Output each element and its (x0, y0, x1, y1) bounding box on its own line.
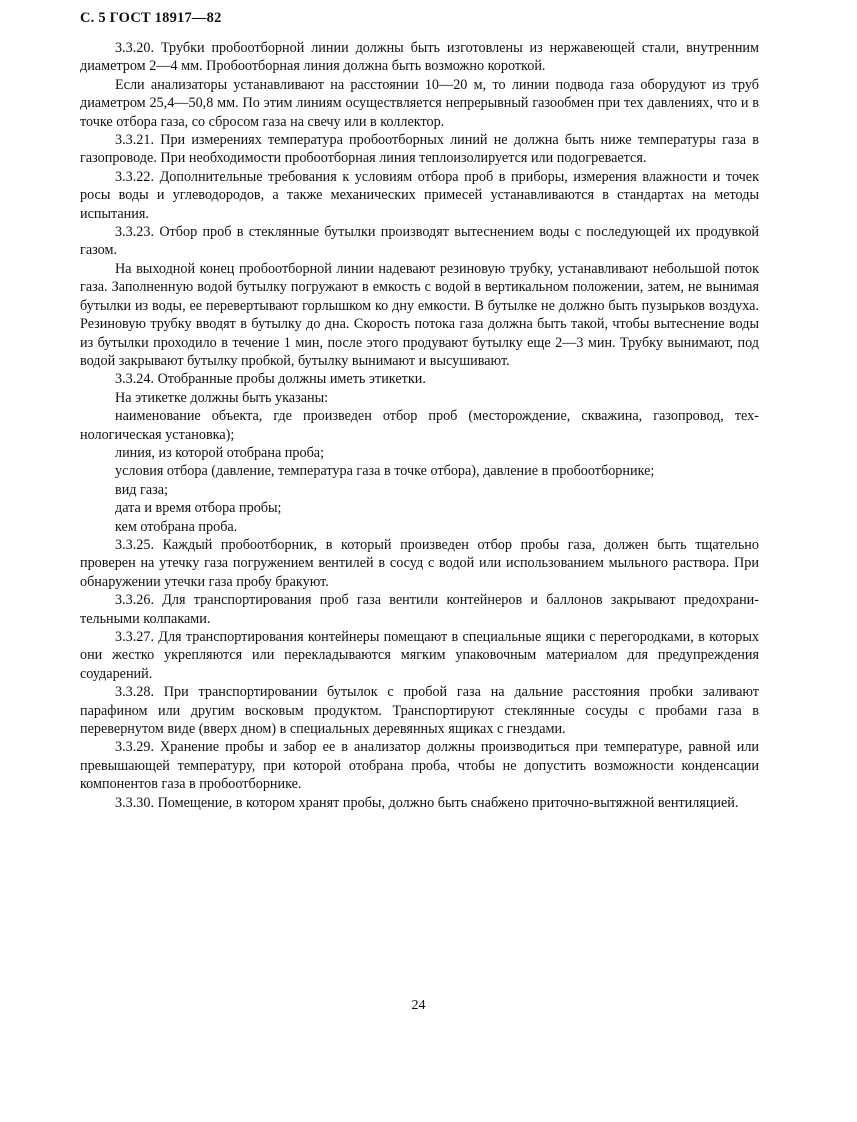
label-item-datetime: дата и время отбора пробы; (115, 500, 282, 517)
label-item-gas-type: вид газа; (115, 481, 169, 498)
paragraph-3-3-20: 3.3.20. Трубки пробоотборной линии должны быть изготовлены из нержавеющей стали, внутренним диаметром 2—4 мм. Пробоотборная линия должна быть возможно короткой. (80, 40, 759, 75)
paragraph-3-3-24: 3.3.24. Отобранные пробы должны иметь этикетки. (115, 371, 426, 388)
document-body (80, 39, 759, 812)
paragraph-3-3-30: 3.3.30. Помещение, в котором хранят пробы, должно быть снабжено приточно-вытяжной вентиляцией. (115, 794, 739, 811)
paragraph-3-3-23: 3.3.23. Отбор проб в стеклянные бутылки производят вытеснением воды с последующей их продувкой газом. (80, 224, 759, 259)
paragraph-3-3-27: 3.3.27. Для транспортирования контейнеры помещают в специальные ящики с перегородками, в которых они жестко укрепляются или перекладываются мягким упаковочным материалом для предупреждения соударений. (80, 629, 759, 682)
paragraph-3-3-21: 3.3.21. При измерениях температура пробоотборных линий не должна быть ниже температуры газа в газопроводе. При необходимости пробоотборная линия теплоизолируется или подогревается. (80, 132, 759, 167)
paragraph-3-3-26: 3.3.26. Для транспортирования проб газа вентили контейнеров и баллонов закрывают предохранительными колпаками. (80, 592, 759, 627)
paragraph-3-3-25: 3.3.25. Каждый пробоотборник, в который произведен отбор пробы газа, должен быть тщательно проверен на утечку газа погружением вентилей в сосуд с водой или использованием мыльного раствора. При обнаружении утечки газа пробу бракуют. (80, 536, 759, 590)
label-item-line: линия, из которой отобрана проба; (115, 444, 325, 461)
label-item-object: наименование объекта, где произведен отбор проб (месторождение, скважина, газопровод, технологическая установка); (80, 408, 759, 443)
label-item-sampler: кем отобрана проба. (115, 518, 238, 535)
page-header: С. 5 ГОСТ 18917—82 (80, 10, 222, 26)
paragraph-analyzers-distance: Если анализаторы устанавливают на расстоянии 10—20 м, то линии подвода газа оборудуют из труб диаметром 25,4—50,8 мм. По этим линиям осуществляется непрерывный газообмен при тех давлениях, что и в точке отбора газа, со сбросом газа на свечу или в коллектор. (80, 76, 759, 130)
paragraph-label-intro: На этикетке должны быть указаны: (115, 389, 329, 406)
paragraph-3-3-28: 3.3.28. При транспортировании бутылок с пробой газа на дальние расстояния пробки заливают парафином или другим восковым продуктом. Транспортируют стеклянные сосуды с пробами газа в перевернутом виде (вверх дном) в специальных деревянных ящиках с гнездами. (80, 684, 759, 738)
paragraph-3-3-29: 3.3.29. Хранение пробы и забор ее в анализатор должны производиться при температуре, равной или превышающей температуру, при которой отобрана проба, чтобы не допустить возможности конденсации компонентов газа в пробоотборнике. (80, 739, 759, 793)
paragraph-bottle-procedure: На выходной конец пробоотборной линии надевают резиновую трубку, устанавливают небольшой поток газа. Заполненную водой бутылку погружают в емкость с водой в вертикальном положении, затем, не вынимая бутылки из воды, ее перевертывают горлышком ко дну емкости. В бутылке не должно быть пузырьков воздуха. Резиновую трубку вводят в бутылку до дна. Скорость потока газа должна быть такой, чтобы вытеснение воды из бутылки проходило в течение 1 мин, после этого продувают бутылку еще 2—3 мин. Трубку вынимают, под водой закрывают бутылку пробкой, бутылку вынимают и высушивают. (80, 260, 759, 369)
paragraph-3-3-22: 3.3.22. Дополнительные требования к условиям отбора проб в приборы, измерения влажности и точек росы воды и углеводородов, а также механических примесей устанавливаются в стандартах на методы испытания. (80, 168, 759, 222)
label-item-conditions: условия отбора (давление, температура газа в точке отбора), давление в пробоотборнике; (115, 463, 655, 480)
page-number: 24 (411, 998, 426, 1013)
